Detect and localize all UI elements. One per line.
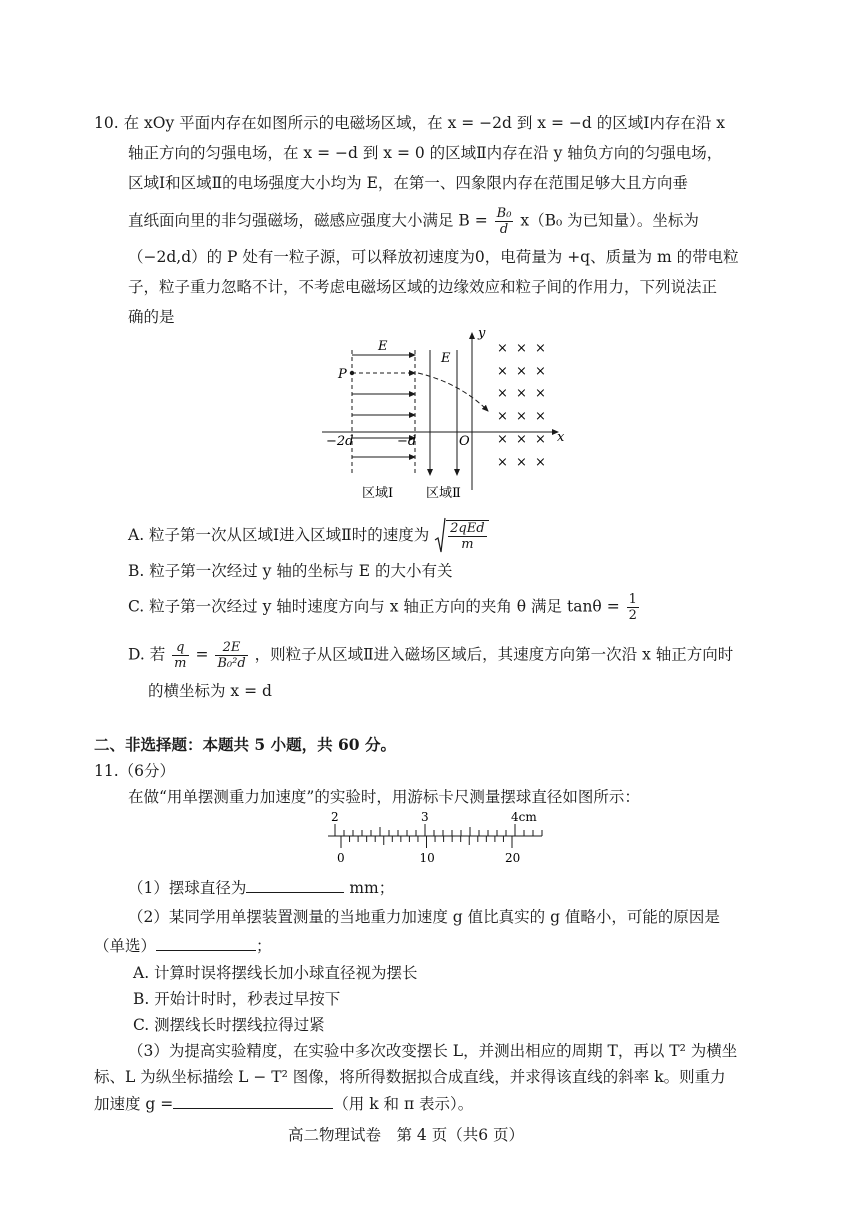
q-over-m-fraction — [172, 640, 188, 671]
field-cross-icon: × — [497, 455, 508, 470]
label-region-2: 区域Ⅱ — [426, 486, 461, 501]
q11-part-3c — [94, 1092, 473, 1115]
option-a-text: A. 粒子第一次从区域Ⅰ进入区域Ⅱ时的速度为 — [128, 526, 430, 544]
field-cross-icon: × — [535, 386, 546, 401]
tan-fraction — [627, 592, 639, 623]
q11-option-b: B. 开始计时时，秒表过早按下 — [133, 990, 341, 1008]
q11-part-2: （2）某同学用单摆装置测量的当地重力加速度 g 值比真实的 g 值略小，可能的原因是 — [128, 908, 720, 926]
field-cross-icon: × — [497, 432, 508, 447]
q10-line-4b: x（B₀ 为已知量）。坐标为 — [520, 211, 699, 230]
q10-line-7: 确的是 — [128, 308, 175, 326]
q11-part-2b — [94, 934, 272, 957]
option-d-pre: D. 若 — [128, 645, 166, 664]
q10-option-a — [128, 516, 489, 556]
label-o: O — [459, 434, 470, 449]
label-minus-2d: −2d — [326, 434, 354, 449]
q10-line-3: 区域Ⅰ和区域Ⅱ的电场强度大小均为 E，在第一、四象限内存在范围足够大且方向垂 — [128, 174, 688, 192]
vernier-scale — [330, 836, 542, 865]
sqrt-expression — [434, 516, 488, 556]
page-footer: 高二物理试卷 第 4 页（共6 页） — [288, 1126, 525, 1144]
q10-line-4 — [128, 206, 699, 237]
q11-part-3: （3）为提高实验精度，在实验中多次改变摆长 L，并测出相应的周期 T，再以 T² 为横坐 — [128, 1042, 738, 1060]
magnetic-field-crosses — [497, 341, 546, 470]
q11-part-3c-post: （用 k 和 π 表示）。 — [333, 1095, 474, 1113]
main-scale — [328, 810, 542, 836]
q10-line-5: （−2d,d）的 P 处有一粒子源，可以释放初速度为0，电荷量为 +q、质量为 m 的带电粒 — [128, 248, 739, 266]
sqrt-sign-icon — [434, 516, 446, 556]
vernier-scale-label: 0 — [337, 851, 345, 865]
b-fraction — [495, 206, 514, 237]
b-fraction-num: B₀ — [496, 206, 512, 221]
field-cross-icon: × — [497, 341, 508, 356]
q-over-m-num: q — [172, 640, 188, 656]
point-p — [350, 371, 354, 375]
diameter-answer-blank[interactable] — [246, 876, 344, 893]
vernier-scale-label: 20 — [505, 851, 521, 865]
q11-option-c: C. 测摆线长时摆线拉得过紧 — [133, 1016, 325, 1034]
field-cross-icon: × — [535, 432, 546, 447]
q10-line-1: 10. 在 xOy 平面内存在如图所示的电磁场区域，在 x = −2d 到 x = −d 的区域Ⅰ内存在沿 x — [94, 114, 725, 132]
e-fraction-den: B₀²d — [217, 656, 246, 671]
q11-part-2b-post: ； — [256, 937, 272, 955]
q11-heading: 11.（6分） — [94, 762, 176, 780]
q11-intro: 在做“用单摆测重力加速度”的实验时，用游标卡尺测量摆球直径如图所示： — [128, 788, 640, 806]
g-answer-blank[interactable] — [173, 1092, 333, 1109]
label-x: x — [557, 430, 565, 445]
field-cross-icon: × — [497, 386, 508, 401]
section-2-heading: 二、非选择题：本题共 5 小题，共 60 分。 — [94, 735, 396, 754]
q10-option-c — [128, 592, 641, 623]
field-cross-icon: × — [535, 364, 546, 379]
option-d-eq: = — [195, 645, 209, 664]
field-cross-icon: × — [535, 341, 546, 356]
particle-trajectory — [418, 373, 488, 411]
option-c-text: C. 粒子第一次经过 y 轴时速度方向与 x 轴正方向的夹角 θ 满足 tanθ = — [128, 597, 620, 616]
tan-fraction-num: 1 — [628, 592, 637, 607]
field-cross-icon: × — [535, 409, 546, 424]
q11-part-1-pre: （1）摆球直径为 — [128, 879, 247, 897]
b-fraction-den: d — [499, 222, 509, 237]
field-cross-icon: × — [516, 455, 527, 470]
label-minus-d: −d — [397, 434, 417, 449]
vernier-scale-label: 10 — [419, 851, 435, 865]
option-a-den: m — [461, 536, 474, 552]
q11-part-1 — [128, 876, 394, 899]
q-over-m-den: m — [174, 656, 187, 671]
q11-part-3b: 标、L 为纵坐标描绘 L − T² 图像，将所得数据拟合成直线，并求得该直线的斜率 k。则重力 — [94, 1068, 726, 1086]
field-cross-icon: × — [497, 364, 508, 379]
e-fraction — [215, 640, 247, 671]
label-e2: E — [441, 351, 451, 366]
field-diagram — [320, 325, 570, 510]
q10-line-4a: 直纸面向里的非匀强磁场，磁感应强度大小满足 B = — [128, 211, 488, 230]
main-scale-label: 3 — [421, 810, 429, 824]
label-y: y — [478, 326, 486, 341]
field-cross-icon: × — [516, 432, 527, 447]
q11-part-2b-pre: （单选） — [94, 937, 157, 955]
q10-option-b: B. 粒子第一次经过 y 轴的坐标与 E 的大小有关 — [128, 562, 453, 580]
field-cross-icon: × — [516, 341, 527, 356]
q10-option-d — [128, 640, 733, 671]
e-fraction-num: 2E — [215, 640, 247, 656]
field-cross-icon: × — [516, 409, 527, 424]
tan-fraction-den: 2 — [628, 608, 637, 623]
q11-option-a: A. 计算时误将摆线长加小球直径视为摆长 — [133, 964, 418, 982]
field-cross-icon: × — [535, 455, 546, 470]
field-cross-icon: × — [516, 386, 527, 401]
q10-line-6: 子，粒子重力忽略不计，不考虑电磁场区域的边缘效应和粒子间的作用力，下列说法正 — [128, 278, 718, 296]
field-cross-icon: × — [497, 409, 508, 424]
field-cross-icon: × — [516, 364, 527, 379]
option-d-post: ，则粒子从区域Ⅱ进入磁场区域后，其速度方向第一次沿 x 轴正方向时 — [254, 645, 734, 664]
reason-answer-blank[interactable] — [156, 934, 256, 951]
option-a-num: 2qEd — [450, 520, 485, 536]
q10-line-2: 轴正方向的匀强电场，在 x = −d 到 x = 0 的区域Ⅱ内存在沿 y 轴负方向的匀强电场， — [128, 144, 723, 162]
label-e1: E — [378, 339, 388, 354]
label-region-1: 区域Ⅰ — [362, 486, 394, 501]
label-p: P — [338, 367, 347, 382]
main-scale-label: 4cm — [511, 810, 537, 824]
q11-part-1-post: mm； — [349, 879, 395, 897]
q10-option-d-line-2: 的横坐标为 x = d — [148, 682, 272, 700]
q11-part-3c-pre: 加速度 g = — [94, 1095, 174, 1113]
main-scale-label: 2 — [331, 810, 339, 824]
vernier-caliper-diagram — [320, 808, 550, 868]
